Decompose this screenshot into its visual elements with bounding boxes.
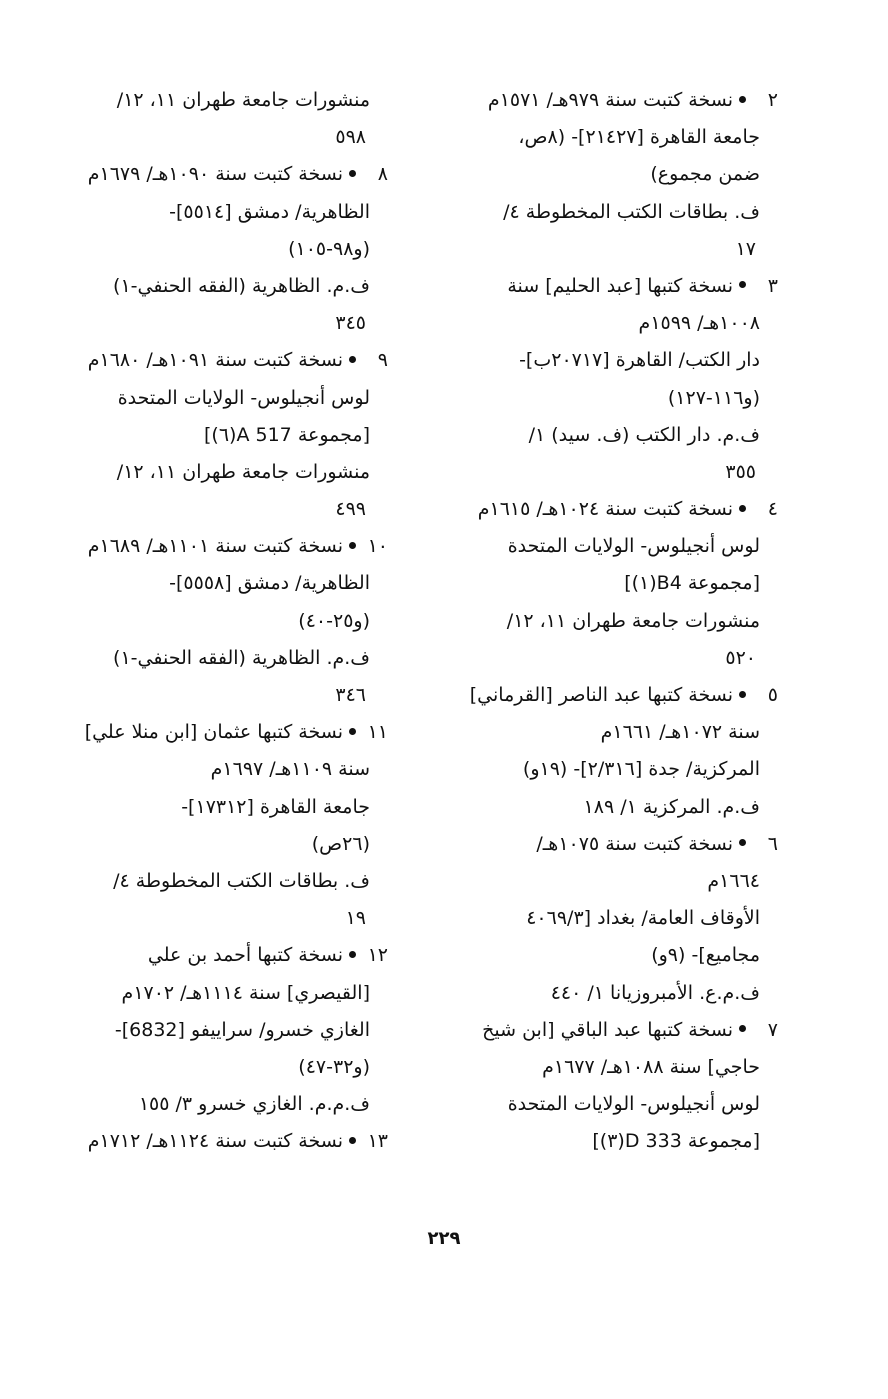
line-text: ٤٩٩: [335, 498, 366, 521]
line-text: الغازي خسرو/ سراييفو [6832]-: [114, 1018, 370, 1041]
entry-heading-line: [88, 156, 388, 193]
line-text: ف.م.ع. الأمبروزيانا ١/ ٤٤٠: [550, 981, 760, 1004]
entry-heading-line: [88, 528, 388, 565]
entry-heading-line: [88, 1123, 388, 1160]
entry-number: ٢: [767, 89, 778, 111]
line-text: ف.م. دار الكتب (ف. سيد) ١/: [528, 423, 760, 446]
entry-number: ٦: [767, 832, 778, 855]
entry-number: ٧: [767, 1018, 778, 1041]
line-text: (و٢٥-٤٠): [298, 609, 370, 632]
entry-heading-line: [84, 714, 388, 751]
entry-detail-line: [478, 565, 778, 602]
entry-detail-line: [88, 82, 388, 119]
line-text: ف. بطاقات الكتب المخطوطة ٤/: [503, 200, 760, 223]
line-text: ضمن مجموع): [650, 163, 760, 186]
entry-detail-line: [478, 640, 778, 677]
entry-detail-line: [88, 640, 388, 677]
line-text: مجاميع]- (٩و): [651, 944, 760, 967]
entry-detail-line: [478, 1123, 778, 1160]
line-text: منشورات جامعة طهران ١١، ١٢/: [506, 609, 760, 632]
line-text: ١٦٦٤م: [707, 869, 760, 892]
entry-detail-line: [478, 789, 778, 826]
line-text: جامعة القاهرة [٢١٤٢٧]- (٨ص،: [518, 126, 760, 149]
line-text: ف.م. المركزية ١/ ١٨٩: [583, 795, 760, 818]
line-text: [مجموعة D 333(٣)]: [592, 1130, 760, 1153]
bullet-icon: [739, 281, 746, 288]
entry-detail-line: [88, 231, 388, 268]
entry-heading-line: [478, 826, 778, 863]
entry-detail-line: [88, 565, 388, 602]
line-text: [مجموعة B4(١)]: [624, 572, 760, 595]
bullet-icon: [739, 96, 746, 103]
entry-number: ٩: [377, 349, 388, 372]
entry-detail-line: [88, 751, 388, 788]
line-text: نسخة كتبت سنة ١١٢٤هـ/ ١٧١٢م: [87, 1130, 343, 1153]
line-text: ١٩: [345, 907, 366, 930]
line-text: نسخة كتبها أحمد بن علي: [147, 944, 343, 967]
entry-heading-line: [478, 491, 778, 528]
entry-detail-line: [88, 194, 388, 231]
entry-number: ٨: [377, 163, 388, 186]
entry-number: ١١: [367, 721, 388, 744]
entry-heading-line: [478, 268, 778, 305]
line-text: نسخة كتبت سنة ١١٠١هـ/ ١٦٨٩م: [87, 535, 343, 558]
entry-detail-line: [478, 380, 778, 417]
entry-detail-line: [478, 1049, 778, 1086]
line-text: جامعة القاهرة [١٧٣١٢]-: [181, 795, 370, 818]
line-text: نسخة كتبت سنة ٩٧٩هـ/ ١٥٧١م: [487, 89, 733, 111]
entry-detail-line: [88, 975, 388, 1012]
entry-detail-line: [478, 714, 778, 751]
entry-detail-line: [88, 417, 388, 454]
bullet-icon: [349, 170, 356, 177]
entry-detail-line: [478, 937, 778, 974]
line-text: دار الكتب/ القاهرة [٢٠٧١٧ب]-: [519, 349, 760, 372]
bullet-icon: [349, 951, 356, 958]
entry-detail-line: [88, 491, 388, 528]
line-text: لوس أنجيلوس- الولايات المتحدة: [507, 535, 760, 558]
entry-detail-line: [478, 342, 778, 379]
entry-detail-line: [478, 603, 778, 640]
line-text: ١٠٠٨هـ/ ١٥٩٩م: [638, 312, 760, 335]
line-text: ف.م. الظاهرية (الفقه الحنفي-١): [113, 646, 370, 669]
line-text: الظاهرية/ دمشق [٥٥١٤]-: [169, 200, 370, 223]
line-text: لوس أنجيلوس- الولايات المتحدة: [507, 1093, 760, 1116]
line-text: المركزية/ جدة [٢/٣١٦]- (١٩و): [522, 758, 760, 781]
line-text: (٢٦ص): [311, 832, 370, 855]
entry-detail-line: [478, 194, 778, 231]
entry-detail-line: [88, 900, 388, 937]
bullet-icon: [739, 691, 746, 698]
entry-number: ٣: [767, 274, 778, 297]
line-text: نسخة كتبت سنة ١٠٩١هـ/ ١٦٨٠م: [87, 349, 343, 372]
entry-number: ١٢: [367, 944, 388, 967]
line-text: نسخة كتبت سنة ١٠٧٥هـ/: [536, 832, 733, 855]
entry-detail-line: [88, 119, 388, 156]
line-text: ٣٥٥: [725, 460, 756, 483]
entry-number: ٤: [767, 498, 778, 521]
line-text: نسخة كتبها [عبد الحليم] سنة: [507, 274, 733, 297]
entry-detail-line: [478, 751, 778, 788]
page-number: ٢٢٩: [427, 1228, 461, 1249]
line-text: (و٩٨-١٠٥): [288, 237, 370, 260]
line-text: ٥٩٨: [335, 126, 366, 149]
entry-number: ٥: [767, 684, 778, 706]
line-text: (و٣٢-٤٧): [298, 1055, 370, 1078]
line-text: ف. بطاقات الكتب المخطوطة ٤/: [113, 869, 370, 892]
bullet-icon: [739, 839, 746, 846]
entry-detail-line: [88, 1049, 388, 1086]
entry-detail-line: [88, 380, 388, 417]
entry-heading-line: [478, 82, 778, 119]
entry-detail-line: [88, 677, 388, 714]
line-text: ١٧: [735, 237, 756, 260]
entry-detail-line: [88, 268, 388, 305]
entry-heading-line: [88, 342, 388, 379]
bullet-icon: [349, 542, 356, 549]
line-text: الأوقاف العامة/ بغداد [٤٠٦٩/٣: [526, 907, 760, 930]
line-text: منشورات جامعة طهران ١١، ١٢/: [116, 89, 370, 111]
line-text: ٥٢٠: [725, 646, 756, 669]
line-text: نسخة كتبها عثمان [ابن منلا علي]: [84, 721, 343, 744]
line-text: [مجموعة A 517(٦)]: [204, 423, 370, 446]
left-column: [84, 82, 388, 1160]
line-text: منشورات جامعة طهران ١١، ١٢/: [116, 460, 370, 483]
line-text: ٣٤٦: [335, 684, 366, 706]
entry-detail-line: [88, 603, 388, 640]
line-text: سنة ١١٠٩هـ/ ١٦٩٧م: [210, 758, 370, 781]
line-text: حاجي] سنة ١٠٨٨هـ/ ١٦٧٧م: [542, 1055, 760, 1078]
line-text: لوس أنجيلوس- الولايات المتحدة: [117, 386, 370, 409]
entry-number: ١٣: [367, 1130, 388, 1153]
entry-detail-line: [478, 454, 778, 491]
entry-detail-line: [478, 975, 778, 1012]
bullet-icon: [349, 1137, 356, 1144]
entry-detail-line: [88, 454, 388, 491]
entry-detail-line: [478, 900, 778, 937]
entry-detail-line: [88, 789, 388, 826]
bullet-icon: [349, 356, 356, 363]
bullet-icon: [739, 505, 746, 512]
entry-detail-line: [88, 863, 388, 900]
entry-detail-line: [478, 231, 778, 268]
line-text: نسخة كتبت سنة ١٠٢٤هـ/ ١٦١٥م: [477, 498, 733, 521]
entry-number: ١٠: [367, 535, 388, 558]
bullet-icon: [349, 728, 356, 735]
line-text: نسخة كتبت سنة ١٠٩٠هـ/ ١٦٧٩م: [87, 163, 343, 186]
entry-detail-line: [478, 528, 778, 565]
entry-detail-line: [478, 119, 778, 156]
entry-heading-line: [469, 677, 778, 714]
entry-detail-line: [88, 826, 388, 863]
entry-detail-line: [478, 156, 778, 193]
entry-detail-line: [88, 305, 388, 342]
entry-heading-line: [478, 1012, 778, 1049]
line-text: (و١١٦-١٢٧): [667, 386, 760, 409]
entry-detail-line: [478, 305, 778, 342]
line-text: ف.م. الظاهرية (الفقه الحنفي-١): [113, 274, 370, 297]
line-text: نسخة كتبها عبد الباقي [ابن شيخ: [482, 1018, 733, 1041]
bullet-icon: [739, 1025, 746, 1032]
entry-detail-line: [478, 417, 778, 454]
line-text: نسخة كتبها عبد الناصر [القرماني]: [469, 684, 733, 706]
entry-detail-line: [478, 1086, 778, 1123]
entry-heading-line: [88, 937, 388, 974]
line-text: ف.م.م. الغازي خسرو ٣/ ١٥٥: [138, 1093, 370, 1116]
line-text: سنة ١٠٧٢هـ/ ١٦٦١م: [600, 721, 760, 744]
line-text: [القيصري] سنة ١١١٤هـ/ ١٧٠٢م: [121, 981, 370, 1004]
entry-detail-line: [478, 863, 778, 900]
entry-detail-line: [88, 1012, 388, 1049]
entry-detail-line: [88, 1086, 388, 1123]
line-text: الظاهرية/ دمشق [٥٥٥٨]-: [169, 572, 370, 595]
line-text: ٣٤٥: [335, 312, 366, 335]
right-column: [469, 82, 778, 1160]
